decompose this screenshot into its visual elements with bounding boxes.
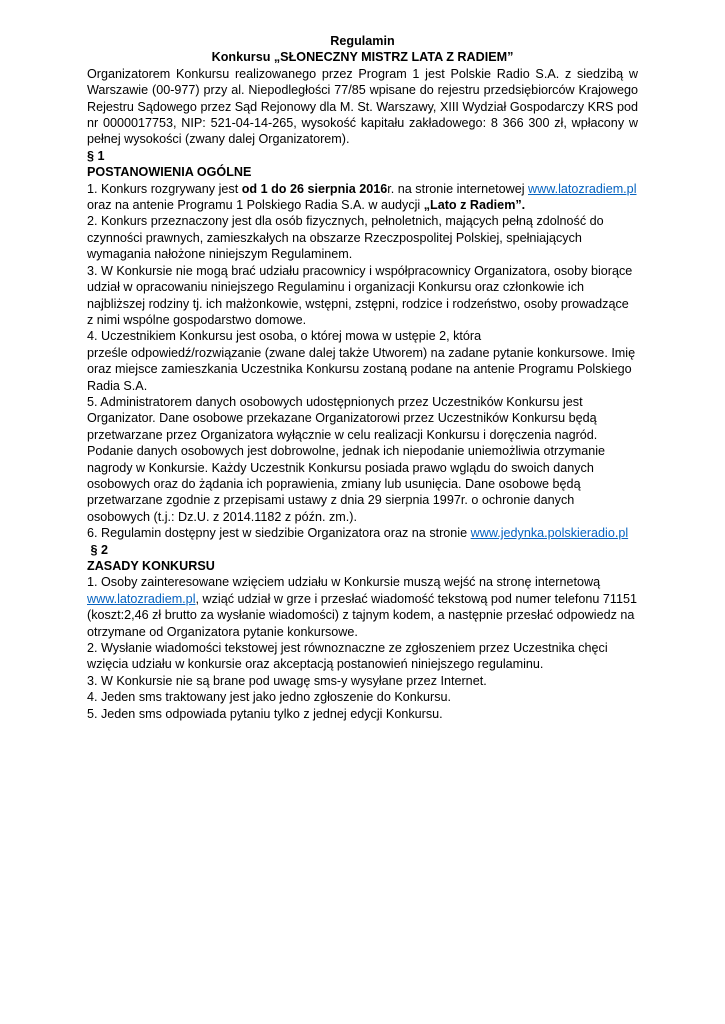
text-run: r. na stronie internetowej [387, 181, 528, 196]
section-1-paragraph-1 [87, 181, 638, 214]
latozradiem-link-2[interactable]: www.latozradiem.pl [87, 591, 196, 606]
text-run: oraz na antenie Programu 1 Polskiego Radia S.A. w audycji [87, 198, 424, 213]
section-2-paragraph-1 [87, 574, 638, 640]
section-2-number: § 2 [87, 542, 109, 557]
document-subtitle: Konkursu „SŁONECZNY MISTRZ LATA Z RADIEM” [211, 50, 514, 65]
jedynka-link[interactable]: www.jedynka.polskieradio.pl [470, 526, 629, 541]
section-1-number: § 1 [87, 148, 105, 163]
text-run: 1. Osoby zainteresowane wzięciem udziału w Konkursie muszą wejść na stronę internetową [87, 575, 601, 590]
section-1-paragraph-4a: 4. Uczestnikiem Konkursu jest osoba, o której mowa w ustępie 2, która [87, 329, 482, 344]
document-title: Regulamin [330, 34, 395, 48]
section-1-paragraph-4b: prześle odpowiedź/rozwiązanie (zwane dalej także Utworem) na zadane pytanie konkursowe. Imię oraz miejsce zamieszkania Uczestnika Konkursu zostaną podane na antenie Programu Polskiego Radia S.A. [87, 345, 636, 393]
bold-program-name: „Lato z Radiem”. [423, 198, 526, 213]
document-page [87, 33, 638, 722]
section-1-paragraph-2: 2. Konkurs przeznaczony jest dla osób fizycznych, pełnoletnich, mających pełną zdolność do czynności prawnych, zamieszkałych na obszarze Rzeczpospolitej Polskiej, spełniających wymagania nałożone niniejszym Regulaminem. [87, 214, 604, 262]
bold-dates: od 1 do 26 sierpnia 2016 [241, 181, 388, 196]
section-1-paragraph-5: 5. Administratorem danych osobowych udostępnionych przez Uczestników Konkursu jest Organizator. Dane osobowe przekazane Organizatorowi przez Uczestników Konkursu będą przetwarzane przez Organizatora wyłącznie w celu realizacji Konkursu i doręczenia nagród. Podanie danych osobowych jest dobrowolne, jednak ich niepodanie uniemożliwia otrzymanie nagrody w Konkursie. Każdy Uczestnik Konkursu posiada prawo wglądu do swoich danych osobowych oraz do żądania ich poprawienia, zmiany lub usunięcia. Dane osobowe będą przetwarzane zgodnie z przepisami ustawy z dnia 29 sierpnia 1997r. o ochronie danych osobowych (t.j.: Dz.U. z 2014.1182 z późn. zm.). [87, 394, 606, 524]
section-1-paragraph-3: 3. W Konkursie nie mogą brać udziału pracownicy i współpracownicy Organizatora, osoby biorące udział w opracowaniu niniejszego Regulaminu i organizacji Konkursu oraz członkowie ich najbliższej rodziny tj. ich małżonkowie, wstępni, zstępni, rodzice i rodzeństwo, osoby prowadzące z nimi wspólne gospodarstwo domowe. [87, 263, 633, 327]
section-2-paragraph-3: 3. W Konkursie nie są brane pod uwagę sms-y wysyłane przez Internet. [87, 673, 487, 688]
text-run: , wziąć udział w grze i przesłać wiadomość tekstową pod numer telefonu 71151 (koszt:2,46 zł brutto za wysłanie wiadomości) z tajnym kodem, a następnie przesłać odpowiedz na otrzymane od Organizatora pytanie konkursowe. [87, 591, 637, 639]
intro-paragraph: Organizatorem Konkursu realizowanego przez Program 1 jest Polskie Radio S.A. z siedzibą w Warszawie (00-977) przy al. Niepodległości 77/85 wpisane do rejestru przedsiębiorców Krajowego Rejestru Sądowego przez Sąd Rejonowy dla M. St. Warszawy, XIII Wydział Gospodarczy KRS pod nr 0000017753, NIP: 521-04-14-265, wysokość kapitału zakładowego: 8 366 300 zł, wpłacony w pełnej wysokości (zwany dalej Organizatorem). [87, 66, 638, 147]
section-2-paragraph-2: 2. Wysłanie wiadomości tekstowej jest równoznaczne ze zgłoszeniem przez Uczestnika chęci wzięcia udziału w konkursie oraz akceptacją postanowień niniejszego regulaminu. [87, 641, 608, 672]
text-run: 1. Konkurs rozgrywany jest [87, 181, 242, 196]
section-2-paragraph-4: 4. Jeden sms traktowany jest jako jedno zgłoszenie do Konkursu. [87, 690, 452, 705]
section-1-paragraph-6 [87, 525, 638, 541]
section-1-heading: POSTANOWIENIA OGÓLNE [87, 165, 252, 180]
text-run: 6. Regulamin dostępny jest w siedzibie Organizatora oraz na stronie [87, 526, 471, 541]
section-2-paragraph-5: 5. Jeden sms odpowiada pytaniu tylko z jednej edycji Konkursu. [87, 706, 443, 721]
latozradiem-link[interactable]: www.latozradiem.pl [528, 181, 637, 196]
section-2-heading: ZASADY KONKURSU [87, 559, 215, 573]
